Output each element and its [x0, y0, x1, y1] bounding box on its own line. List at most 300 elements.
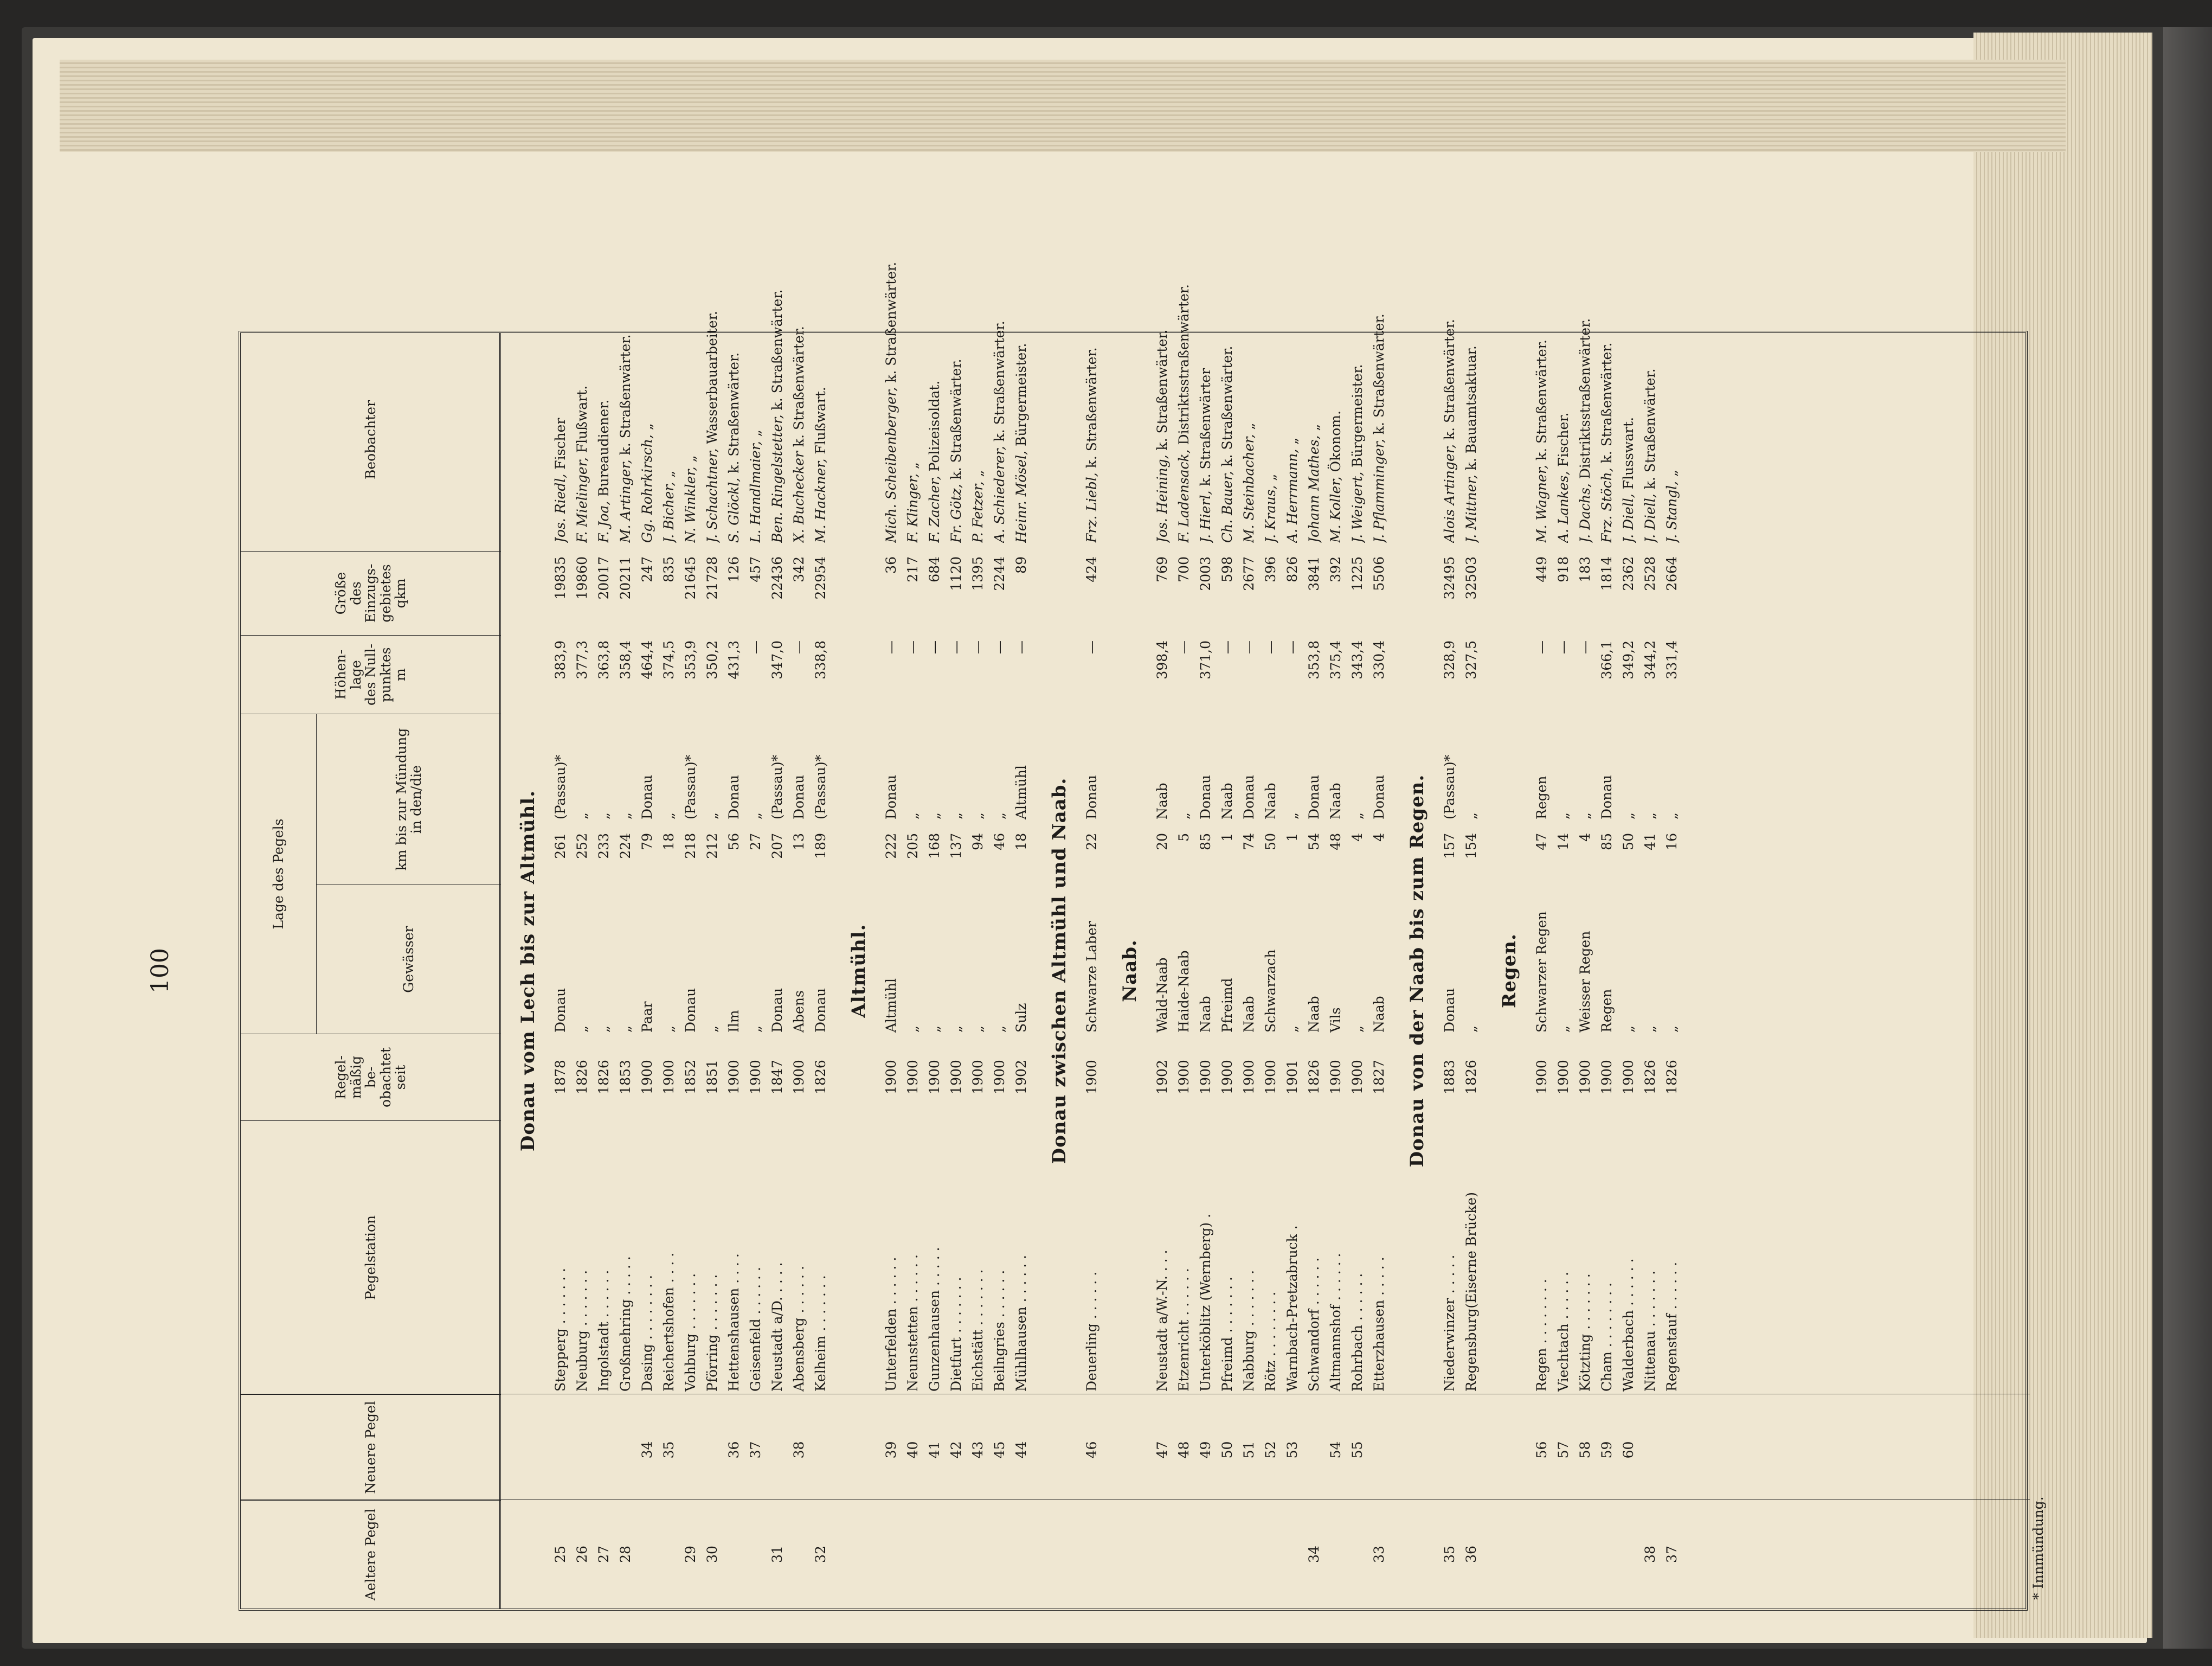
table-cell: „	[618, 812, 633, 819]
observer-role: Fischer	[552, 418, 568, 474]
table-cell: 1900	[1263, 1060, 1278, 1094]
observer-name: X. Buchecker	[791, 451, 807, 543]
table-cell: 18	[1013, 833, 1029, 850]
table-cell: „	[1621, 812, 1636, 819]
table-cell: Naab	[1328, 783, 1343, 819]
table-cell: „	[748, 1026, 763, 1033]
table-cell: 1900	[1198, 1060, 1213, 1094]
observer-name: J. Hierl,	[1198, 490, 1213, 543]
table-row	[571, 333, 593, 1609]
observer-name: F. Joa,	[596, 501, 612, 543]
table-cell: 1900	[661, 1060, 677, 1094]
table-cell: 43	[970, 1441, 986, 1459]
table-cell: „	[1664, 1026, 1680, 1033]
observer-cell	[571, 11, 593, 543]
table-cell: 28	[618, 1546, 633, 1563]
observer-cell	[1347, 11, 1368, 543]
table-cell: 47	[1534, 833, 1549, 850]
book-spine	[2163, 27, 2212, 1649]
table-cell: 189	[813, 833, 828, 859]
page-number: 100	[146, 948, 174, 994]
table-cell: 47	[1154, 1441, 1170, 1459]
observer-role: Wasserbauarbeiter.	[704, 311, 720, 448]
header-line: seit	[393, 1065, 409, 1090]
observer-role: Bürgermeister.	[1349, 364, 1365, 472]
table-cell: 1900	[1349, 1060, 1365, 1094]
table-cell: „	[992, 1026, 1007, 1033]
observer-cell	[924, 11, 946, 543]
table-cell: Dasing . . . . . . . .	[639, 1274, 655, 1392]
observer-cell	[1238, 11, 1260, 543]
observer-name: M. Hackner,	[813, 458, 828, 543]
table-cell: Rohrbach . . . . . .	[1349, 1273, 1365, 1392]
observer-cell	[1639, 11, 1661, 543]
table-cell: „	[596, 1026, 612, 1033]
table-cell: Pförring . . . . . . .	[704, 1274, 720, 1392]
table-cell: „	[970, 812, 986, 819]
observer-role: Flusswart.	[1621, 416, 1636, 494]
table-cell: „	[905, 1026, 921, 1033]
table-cell: 1883	[1442, 1060, 1457, 1094]
table-cell: Altmühl	[883, 978, 899, 1033]
table-cell: „	[1664, 812, 1680, 819]
table-cell: 1826	[813, 1060, 828, 1094]
table-cell: 2003	[1198, 556, 1213, 591]
table-cell: Donau	[883, 774, 899, 819]
table-cell: 38	[1642, 1546, 1658, 1563]
table-cell: 328,9	[1442, 640, 1457, 680]
header-line: km bis zur Mündung	[393, 728, 409, 871]
table-row	[1325, 333, 1347, 1609]
table-cell: 1900	[1219, 1060, 1235, 1094]
table-cell: „	[1463, 812, 1479, 819]
table-cell: 1900	[1176, 1060, 1192, 1094]
observer-role: k. Straßenwärter.	[1599, 342, 1615, 468]
table-cell: 1225	[1349, 556, 1365, 591]
table-cell: Stepperg . . . . . . .	[552, 1268, 568, 1392]
table-row	[810, 333, 832, 1609]
table-cell: Donau	[813, 988, 828, 1033]
table-cell: —	[748, 640, 763, 654]
observer-name: J. Diell,	[1642, 494, 1658, 543]
table-cell: 1902	[1013, 1060, 1029, 1094]
table-cell: —	[1263, 640, 1278, 654]
table-cell: Gunzenhausen . . . . .	[927, 1247, 942, 1392]
table-cell: 5	[1176, 833, 1192, 842]
table-cell: Dietfurt . . . . . . .	[948, 1277, 964, 1392]
header-line: in den/die	[408, 765, 424, 834]
table-cell: 1900	[1599, 1060, 1615, 1094]
table-cell: Regen	[1599, 989, 1615, 1033]
observer-name: F. Klinger,	[905, 473, 921, 543]
observer-name: Frz. Liebl,	[1084, 472, 1099, 543]
table-cell: 22954	[813, 556, 828, 600]
table-cell: 2528	[1642, 556, 1658, 591]
table-cell: —	[992, 640, 1007, 654]
table-cell: 1900	[1534, 1060, 1549, 1094]
table-cell: 1826	[1664, 1060, 1680, 1094]
observer-role: k. Straßenwärter.	[1219, 345, 1235, 471]
table-cell: 700	[1176, 556, 1192, 582]
table-cell: 57	[1555, 1441, 1571, 1459]
table-cell: 684	[927, 556, 942, 582]
observer-name: Jos. Heining,	[1154, 454, 1170, 543]
observer-cell	[1217, 11, 1238, 543]
table-cell: —	[1555, 640, 1571, 654]
observer-role: „	[1664, 469, 1680, 481]
table-cell: 222	[883, 833, 899, 859]
table-cell: Donau	[769, 988, 785, 1033]
table-row	[1574, 318, 1596, 1609]
table-cell: 217	[905, 556, 921, 582]
table-cell: 54	[1328, 1441, 1343, 1459]
table-cell: 3841	[1306, 556, 1322, 591]
table-cell: 44	[1013, 1441, 1029, 1459]
table-cell: 4	[1371, 833, 1387, 842]
table-cell: 183	[1577, 556, 1593, 582]
table-cell: „	[1642, 812, 1658, 819]
header-hoehenlage	[241, 635, 501, 714]
table-cell: 205	[905, 833, 921, 859]
table-cell: „	[1577, 812, 1593, 819]
observer-cell	[1618, 11, 1639, 543]
table-cell: Kötzting . . . . . . .	[1577, 1273, 1593, 1392]
observer-role: k. Straßenwärter.	[1371, 313, 1387, 439]
header-km-lines	[394, 728, 424, 871]
table-row	[723, 333, 745, 1609]
table-cell: (Passau)*	[683, 754, 698, 819]
table-cell: Naab	[1306, 996, 1322, 1033]
observer-name: J. Dachs,	[1577, 483, 1593, 543]
table-cell: Pfreimd	[1219, 978, 1235, 1033]
table-row	[1173, 284, 1195, 1609]
table-cell: Donau	[639, 774, 655, 819]
table-cell: „	[970, 1026, 986, 1033]
table-cell: 20017	[596, 556, 612, 600]
table-cell: 18	[661, 833, 677, 850]
table-cell: 363,8	[596, 640, 612, 680]
table-cell: 35	[661, 1441, 677, 1459]
table-cell: Schwarze Laber	[1084, 921, 1099, 1033]
table-cell: 1900	[1577, 1060, 1593, 1094]
table-cell: Donau	[683, 988, 698, 1033]
observer-cell	[1152, 11, 1173, 543]
header-line: punktes	[377, 647, 394, 702]
table-row	[1461, 333, 1482, 1609]
header-groesse	[241, 551, 501, 635]
observer-name: J. Schachtner,	[704, 448, 720, 543]
table-cell: Regensburg(Eiserne Brücke)	[1463, 1192, 1479, 1392]
observer-role: k. Straßenwärter.	[1442, 319, 1457, 445]
table-cell: 2677	[1241, 556, 1257, 591]
observer-role: k. Straßenwärter.	[1084, 347, 1099, 473]
table-cell: —	[905, 640, 921, 654]
gauge-table	[239, 261, 2028, 1611]
table-cell: Donau	[1241, 774, 1257, 819]
table-cell: 32503	[1463, 556, 1479, 600]
table-cell: Nittenau . . . . . . .	[1642, 1270, 1658, 1392]
table-cell: Cham . . . . . . . .	[1599, 1283, 1615, 1392]
table-cell: 1900	[791, 1060, 807, 1094]
section-title: Donau vom Lech bis zur Altmühl.	[517, 790, 539, 1152]
table-cell: „	[661, 812, 677, 819]
table-cell: 32495	[1442, 556, 1457, 600]
table-cell: Rötz . . . . . . . .	[1263, 1291, 1278, 1392]
table-cell: Donau	[791, 774, 807, 819]
table-cell: Schwandorf . . . . . .	[1306, 1257, 1322, 1392]
table-cell: 1900	[1084, 1060, 1099, 1094]
table-cell: 826	[1284, 556, 1300, 582]
table-cell: „	[748, 812, 763, 819]
table-cell: 38	[791, 1441, 807, 1459]
table-cell: „	[596, 812, 612, 819]
table-header	[241, 333, 501, 1609]
table-cell: Beilngries . . . . . .	[992, 1270, 1007, 1392]
observer-role: Flußwart.	[813, 387, 828, 459]
table-cell: 350,2	[704, 640, 720, 680]
observer-cell	[702, 11, 723, 543]
observer-role: k. Straßenwärter.	[726, 352, 742, 478]
observer-cell	[810, 11, 832, 543]
header-km-muendung	[317, 714, 501, 885]
header-line: lage	[348, 660, 364, 689]
observer-cell	[1282, 11, 1303, 543]
observer-name: J. Bicher,	[661, 482, 677, 543]
table-cell: „	[1349, 812, 1365, 819]
observer-role: Ökonom.	[1328, 411, 1343, 477]
table-cell: 126	[726, 556, 742, 582]
table-cell: 48	[1328, 833, 1343, 850]
table-cell: 396	[1263, 556, 1278, 582]
table-cell: Neustadt a/D. . . . .	[769, 1262, 785, 1392]
table-cell: 835	[661, 556, 677, 582]
table-cell: 1851	[704, 1060, 720, 1094]
observer-name: Jos. Riedl,	[552, 473, 568, 543]
table-cell: Donau	[1198, 774, 1213, 819]
table-cell: „	[1349, 1026, 1365, 1033]
observer-role: „	[905, 462, 921, 473]
table-cell: 52	[1263, 1441, 1278, 1459]
table-cell: —	[1176, 640, 1192, 654]
observer-name: M. Koller,	[1328, 476, 1343, 543]
table-cell: 89	[1013, 556, 1029, 574]
table-cell: 21728	[704, 556, 720, 600]
table-row	[1260, 333, 1282, 1609]
observer-cell	[636, 11, 658, 543]
observer-role: „	[1306, 424, 1322, 435]
table-cell: 1814	[1599, 556, 1615, 591]
table-cell: Großmehring . . . . .	[618, 1256, 633, 1392]
table-cell: —	[927, 640, 942, 654]
footnote: * Innmündung.	[2030, 1496, 2046, 1600]
table-cell: „	[574, 1026, 590, 1033]
table-cell: 1853	[618, 1060, 633, 1094]
observer-name: Ch. Bauer,	[1219, 471, 1235, 543]
table-cell: Unterköblitz (Wernberg) .	[1198, 1214, 1213, 1392]
table-cell: Naab	[1198, 996, 1213, 1033]
table-cell: „	[992, 812, 1007, 819]
observer-name: Gg. Rohrkirsch,	[639, 434, 655, 543]
table-cell: 45	[992, 1441, 1007, 1459]
table-row	[1553, 333, 1574, 1609]
table-cell: 1902	[1154, 1060, 1170, 1094]
table-cell: Regenstauf . . . . . .	[1664, 1261, 1680, 1392]
observer-cell	[723, 11, 745, 543]
table-cell: —	[1284, 640, 1300, 654]
table-row	[680, 333, 702, 1609]
table-cell: 19835	[552, 556, 568, 600]
table-cell: 1900	[927, 1060, 942, 1094]
header-regelmaessig	[241, 1034, 501, 1120]
table-cell: 212	[704, 833, 720, 859]
table-cell: 1847	[769, 1060, 785, 1094]
table-cell: 39	[883, 1441, 899, 1459]
table-cell: 4	[1349, 833, 1365, 842]
observer-role: Bureaudiener.	[596, 399, 612, 501]
table-cell: 1	[1284, 833, 1300, 842]
table-cell: 1900	[726, 1060, 742, 1094]
table-cell: 224	[618, 833, 633, 859]
table-cell: 74	[1241, 833, 1257, 850]
table-cell: Geisenfeld . . . . . .	[748, 1267, 763, 1392]
table-cell: Ingolstadt . . . . . .	[596, 1270, 612, 1392]
table-cell: Donau	[1442, 988, 1457, 1033]
table-cell: „	[1555, 1026, 1571, 1033]
table-cell: 34	[639, 1441, 655, 1459]
table-cell: 598	[1219, 556, 1235, 582]
table-cell: 207	[769, 833, 785, 859]
observer-cell	[1325, 11, 1347, 543]
table-cell: Paar	[639, 1001, 655, 1033]
table-cell: 343,4	[1349, 640, 1365, 680]
table-cell: 46	[992, 833, 1007, 850]
table-row	[702, 311, 723, 1609]
table-cell: Kelheim . . . . . . .	[813, 1275, 828, 1392]
table-cell: „	[927, 1026, 942, 1033]
page-stack-top	[60, 60, 2066, 152]
table-cell: 1900	[970, 1060, 986, 1094]
observer-cell	[767, 11, 788, 543]
table-cell: —	[970, 640, 986, 654]
table-cell: 327,5	[1463, 640, 1479, 680]
header-line: gebietes	[377, 564, 394, 623]
header-line: des	[348, 581, 364, 605]
table-cell: 1900	[1241, 1060, 1257, 1094]
table-cell: 1826	[1463, 1060, 1479, 1094]
observer-name: Frz. Stöch,	[1599, 467, 1615, 543]
table-cell: „	[1463, 1026, 1479, 1033]
table-row	[745, 333, 767, 1609]
table-cell: 374,5	[661, 640, 677, 680]
observer-name: Ben. Ringelstetter,	[769, 414, 785, 543]
table-cell: 349,2	[1621, 640, 1636, 680]
table-cell: 398,4	[1154, 640, 1170, 680]
table-cell: 37	[1664, 1546, 1680, 1563]
section-title: Donau von der Naab bis zum Regen.	[1406, 774, 1428, 1168]
table-cell: 51	[1241, 1441, 1257, 1459]
observer-cell	[1368, 11, 1390, 543]
table-row	[1282, 333, 1303, 1609]
table-cell: Altmannshof . . . . . .	[1328, 1253, 1343, 1392]
table-row	[1639, 333, 1661, 1609]
table-cell: 1120	[948, 556, 964, 591]
table-cell: 37	[748, 1441, 763, 1459]
table-cell: 35	[1442, 1546, 1457, 1563]
table-cell: Hettenshausen . . . .	[726, 1253, 742, 1392]
table-cell: 218	[683, 833, 698, 859]
table-cell: „	[1176, 812, 1192, 819]
table-cell: 137	[948, 833, 964, 859]
table-row	[788, 326, 810, 1609]
header-regelmaessig-lines	[333, 1047, 408, 1107]
table-cell: Ilm	[726, 1010, 742, 1033]
table-cell: Donau	[726, 774, 742, 819]
table-cell: „	[704, 1026, 720, 1033]
table-cell: 27	[748, 833, 763, 850]
header-line: qkm	[393, 578, 409, 608]
table-cell: 1900	[905, 1060, 921, 1094]
table-cell: 1826	[596, 1060, 612, 1094]
header-line: obachtet	[377, 1047, 394, 1107]
header-lage-des-pegels: Lage des Pegels	[241, 714, 317, 1034]
table-cell: 1900	[639, 1060, 655, 1094]
table-cell: 377,3	[574, 640, 590, 680]
table-cell: Niederwinzer . . . . .	[1442, 1254, 1457, 1392]
table-cell: Altmühl	[1013, 765, 1029, 819]
header-line: Höhen-	[333, 649, 349, 700]
table-cell: 358,4	[618, 640, 633, 680]
observer-name: A. Schiederer,	[992, 446, 1007, 543]
table-row	[1195, 333, 1217, 1609]
observer-role: k. Straßenwärter.	[1154, 329, 1170, 455]
table-cell: Haide-Naab	[1176, 950, 1192, 1033]
table-cell: Naab	[1263, 783, 1278, 819]
table-cell: 26	[574, 1546, 590, 1563]
table-cell: 36	[883, 556, 899, 574]
observer-name: M. Steinbacher,	[1241, 434, 1257, 543]
table-cell: 1900	[1555, 1060, 1571, 1094]
table-cell: Walderbach . . . . . .	[1621, 1258, 1636, 1392]
table-cell: 31	[769, 1546, 785, 1563]
observer-cell	[1081, 11, 1103, 543]
table-cell: (Passau)*	[1442, 754, 1457, 819]
observer-cell	[1574, 11, 1596, 543]
table-row	[1011, 333, 1032, 1609]
table-row	[1368, 313, 1390, 1609]
observer-role: „	[639, 423, 655, 435]
table-cell: 457	[748, 556, 763, 582]
table-cell: „	[948, 812, 964, 819]
table-cell: 42	[948, 1441, 964, 1459]
observer-role: Flußwart.	[574, 385, 590, 458]
observer-cell	[1195, 11, 1217, 543]
table-cell: 21645	[683, 556, 698, 600]
table-cell: Donau	[552, 988, 568, 1033]
table-cell: 353,9	[683, 640, 698, 680]
table-cell: 1900	[883, 1060, 899, 1094]
table-cell: 49	[1198, 1441, 1213, 1459]
table-cell: 20	[1154, 833, 1170, 850]
table-row	[593, 333, 615, 1609]
observer-role: „	[661, 470, 677, 482]
header-neuere-pegel: Neuere Pegel	[241, 1394, 501, 1500]
observer-role: Distriktsstraßenwärter.	[1577, 318, 1593, 484]
table-cell: 53	[1284, 1441, 1300, 1459]
table-cell: „	[1555, 812, 1571, 819]
observer-cell	[745, 11, 767, 543]
table-cell: Regen . . . . . . . .	[1534, 1279, 1549, 1392]
table-cell: 1901	[1284, 1060, 1300, 1094]
